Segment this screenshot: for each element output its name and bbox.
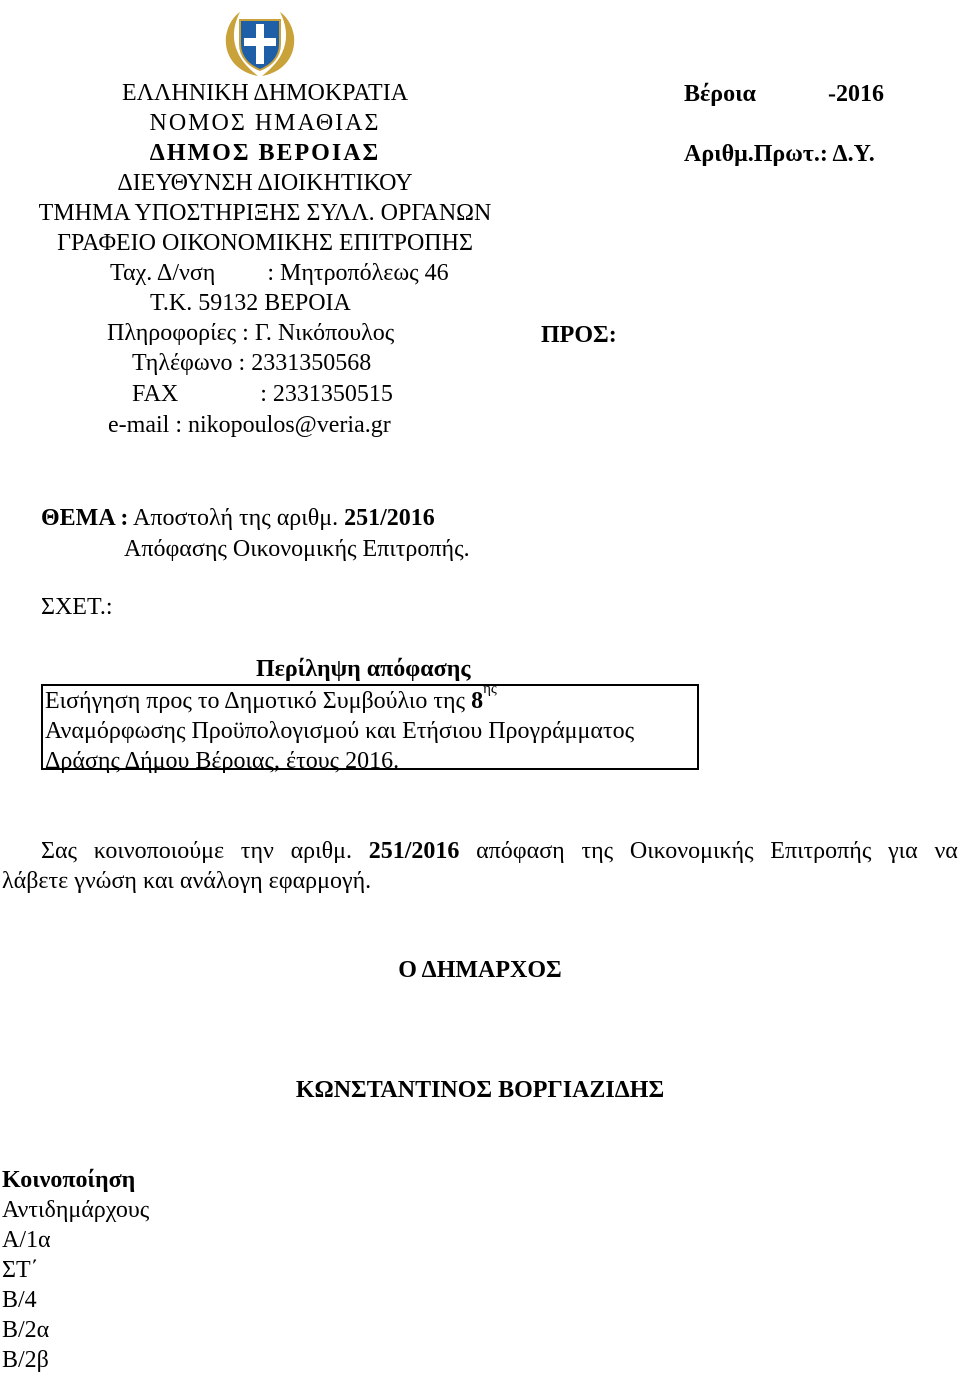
postcode-line: Τ.Κ. 59132 ΒΕΡΟΙΑ [150, 290, 351, 316]
distribution-item: ΣΤ΄ [2, 1257, 39, 1283]
email-value: : nikopoulos@veria.gr [175, 412, 391, 438]
greek-coat-of-arms-icon [222, 10, 298, 78]
address-value: : Μητροπόλεως 46 [267, 260, 449, 286]
summary-word: το [197, 688, 220, 714]
distribution-item: Α/1α [2, 1227, 51, 1253]
sender-block [0, 78, 530, 258]
body-word: Επιτροπής [770, 838, 872, 864]
reference-label: ΣΧΕΤ.: [41, 594, 113, 620]
summary-title: Περίληψη απόφασης [256, 656, 471, 682]
info-label: Πληροφορίες [107, 320, 237, 346]
department-name: ΤΜΗΜΑ ΥΠΟΣΤΗΡΙΞΗΣ ΣΥΛΛ. ΟΡΓΑΝΩΝ [38, 200, 492, 226]
body-word: να [934, 838, 958, 864]
body-line-1 [41, 836, 958, 866]
summary-word: Συμβούλιο [322, 688, 428, 714]
subject-line-2: Απόφασης Οικονομικής Επιτροπής. [124, 536, 470, 562]
distribution-item: Αντιδημάρχους [2, 1197, 150, 1223]
ordinal [471, 681, 497, 714]
summary-word: προς [146, 688, 192, 714]
summary-word: της [433, 688, 466, 714]
summary-word: Εισήγηση [45, 688, 141, 714]
body-decision-number: 251/2016 [368, 838, 460, 864]
office-name: ΓΡΑΦΕΙΟ ΟΙΚΟΝΟΜΙΚΗΣ ΕΠΙΤΡΟΠΗΣ [57, 230, 473, 256]
address-line [110, 258, 449, 288]
body-word: Σας [41, 838, 78, 864]
subject-line [41, 503, 435, 533]
decision-number: 251/2016 [344, 505, 435, 531]
directorate-name: ΔΙΕΥΘΥΝΣΗ ΔΙΟΙΚΗΤΙΚΟΥ [117, 170, 413, 196]
summary-line-2: Αναμόρφωσης Προϋπολογισμού και Ετήσιου Προγράμματος [45, 718, 635, 744]
subject-label: ΘΕΜΑ : [41, 505, 129, 531]
fax-value: : 2331350515 [260, 381, 393, 407]
fax-line [132, 379, 393, 409]
email-line [108, 410, 391, 440]
signatory-role: Ο ΔΗΜΑΡΧΟΣ [398, 957, 562, 983]
phone-label: Τηλέφωνο [132, 350, 233, 376]
info-value: : Γ. Νικόπουλος [242, 320, 395, 346]
country-name: ΕΛΛΗΝΙΚΗ ΔΗΜΟΚΡΑΤΙΑ [121, 80, 409, 106]
summary-word: Δημοτικό [224, 688, 317, 714]
place-date [684, 79, 884, 109]
address-label: Ταχ. Δ/νση [110, 260, 216, 286]
municipality-name: ΔΗΜΟΣ ΒΕΡΟΙΑΣ [149, 140, 381, 166]
phone-value: : 2331350568 [238, 350, 372, 376]
distribution-title: Κοινοποίηση [2, 1167, 136, 1193]
body-line-2: λάβετε γνώση και ανάλογη εφαρμογή. [2, 868, 372, 894]
body-word: Οικονομικής [629, 838, 754, 864]
fax-label: FAX [132, 381, 179, 407]
ordinal-number: 8 [471, 688, 484, 714]
distribution-item: Β/4 [2, 1287, 37, 1313]
body-word: για [888, 838, 918, 864]
email-label: e-mail [108, 412, 170, 438]
summary-line-3: Δράσης Δήμου Βέροιας, έτους 2016. [45, 748, 400, 774]
distribution-item: Β/2α [2, 1317, 50, 1343]
body-word: της [581, 838, 614, 864]
body-word: αριθμ. [290, 838, 352, 864]
prefecture-name: ΝΟΜΟΣ ΗΜΑΘΙΑΣ [149, 110, 381, 136]
body-word: την [240, 838, 274, 864]
signatory-name: ΚΩΝΣΤΑΝΤΙΝΟΣ ΒΟΡΓΙΑΖΙΔΗΣ [295, 1077, 665, 1103]
document-year: -2016 [827, 81, 884, 107]
phone-line [132, 348, 371, 378]
body-word: κοινοποιούμε [93, 838, 225, 864]
ordinal-suffix: ης [483, 681, 497, 697]
body-word: απόφαση [476, 838, 565, 864]
distribution-item: Β/2β [2, 1347, 49, 1373]
protocol-number: Αριθμ.Πρωτ.: Δ.Υ. [684, 141, 875, 167]
summary-box [41, 681, 699, 774]
distribution-list [2, 1165, 149, 1375]
recipient-label: ΠΡΟΣ: [541, 322, 617, 348]
place-name: Βέροια [684, 81, 756, 107]
info-line [107, 318, 394, 348]
summary-line-1 [45, 681, 695, 716]
subject-text: Αποστολή της αριθμ. [133, 505, 339, 531]
